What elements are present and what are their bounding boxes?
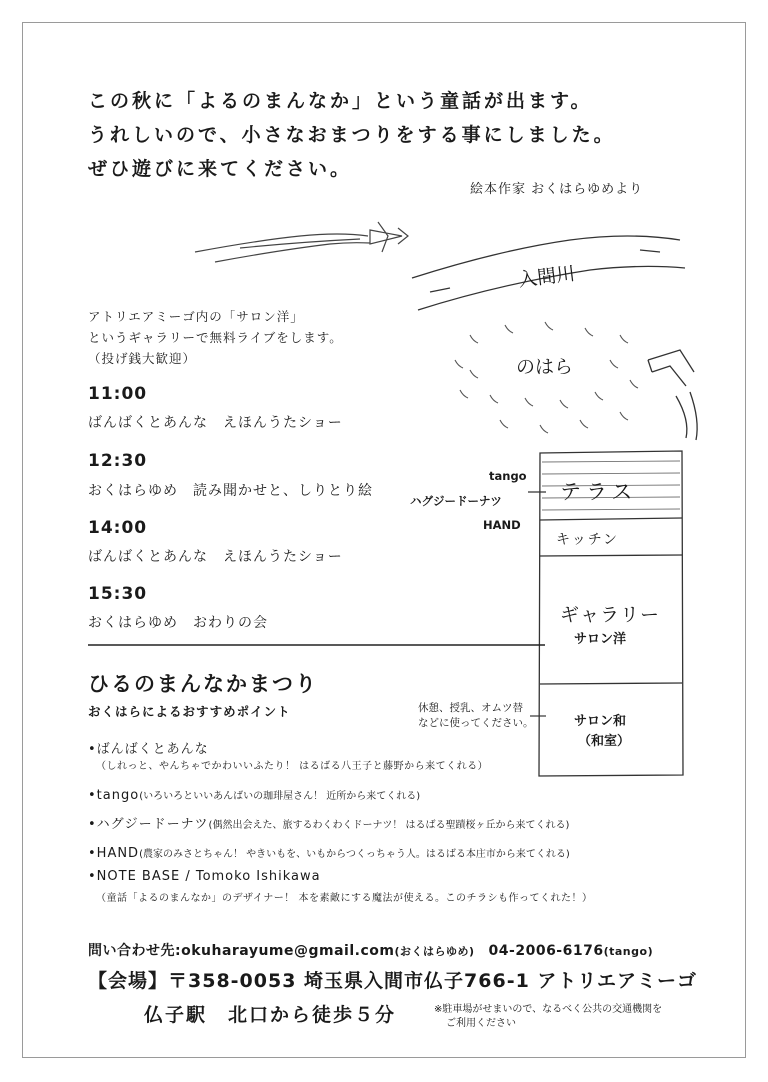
- recommend-item: [88, 842, 570, 861]
- recommend-item: [88, 784, 420, 803]
- schedule-act: おくはらゆめ おわりの会: [88, 615, 268, 631]
- gallery-label: ギャラリー: [560, 604, 661, 626]
- recommend-item-name: •ばんばくとあんな: [88, 742, 209, 757]
- salon-yo-label: サロン洋: [574, 632, 627, 647]
- river-label: 入間川: [517, 262, 577, 292]
- contact-phone-note: (tango): [603, 945, 654, 958]
- vendor-tango: tango: [489, 469, 527, 483]
- schedule-time: 12:30: [88, 451, 148, 471]
- recommend-item-desc: （しれっと、やんちゃでかわいいふたり！ はるばる八王子と藤野から来てくれる）: [96, 761, 489, 772]
- schedule-time: 15:30: [88, 584, 148, 604]
- salon-wa-note-2: などに使ってください。: [418, 717, 534, 729]
- recommend-item-desc: (偶然出会えた、旅するわくわくドーナツ！ はるばる聖蹟桜ヶ丘から来てくれる): [208, 820, 570, 831]
- airplane-illustration: [195, 222, 408, 262]
- venue-address: 【会場】〒358-0053 埼玉県入間市仏子766-1 アトリエアミーゴ: [88, 970, 698, 992]
- recommend-item-name: •HAND: [88, 846, 140, 861]
- live-info-line-3: （投げ銭大歓迎）: [88, 351, 197, 366]
- recommend-item-desc: （童話「よるのまんなか」のデザイナー！ 本を素敵にする魔法が使える。このチラシも作ってくれた！）: [96, 893, 593, 904]
- field-label: のはら: [516, 356, 574, 378]
- recommend-subtitle: おくはらによるおすすめポイント: [88, 704, 291, 719]
- contact-phone[interactable]: 04-2006-6176: [488, 943, 604, 959]
- recommend-item-name: •ハグジードーナツ: [88, 817, 209, 832]
- signature: 絵本作家 おくはらゆめより: [470, 182, 644, 197]
- recommend-item-name: •NOTE BASE / Tomoko Ishikawa: [88, 869, 321, 884]
- kitchen-label: キッチン: [556, 532, 620, 548]
- salon-wa-sub-label: （和室）: [578, 734, 631, 749]
- schedule-act: おくはらゆめ 読み聞かせと、しりとり絵: [88, 483, 373, 499]
- recommend-item-desc: (いろいろといいあんばいの珈琲屋さん！ 近所から来てくれる): [139, 791, 421, 802]
- parking-note-1: ※駐車場がせまいので、なるべく公共の交通機関を: [434, 1004, 663, 1015]
- salon-wa-note-1: 休憩、授乳、オムツ替: [418, 702, 523, 714]
- salon-wa-label: サロン和: [574, 714, 627, 729]
- recommend-item-name: •tango: [88, 788, 140, 803]
- vendor-hugsy-donuts: ハグジードーナツ: [410, 494, 502, 508]
- venue-access: 仏子駅 北口から徒歩５分: [144, 1004, 397, 1026]
- contact-name: (おくはらゆめ): [394, 945, 475, 958]
- parking-note-2: ご利用ください: [446, 1018, 516, 1029]
- schedule-act: ばんばくとあんな えほんうたショー: [88, 549, 343, 565]
- contact-email[interactable]: 問い合わせ先:okuharayume@gmail.com: [88, 943, 395, 959]
- schedule-time: 14:00: [88, 518, 148, 538]
- intro-line-1: この秋に「よるのまんなか」という童話が出ます。: [88, 90, 593, 112]
- schedule-time: 11:00: [88, 384, 148, 404]
- intro-line-2: うれしいので、小さなおまつりをする事にしました。: [88, 124, 616, 146]
- contact-info: [88, 940, 653, 960]
- path-illustration: [648, 350, 697, 440]
- live-info-line-2: というギャラリーで無料ライブをします。: [88, 330, 343, 345]
- intro-line-3: ぜひ遊びに来てください。: [88, 158, 353, 180]
- recommend-item: [88, 813, 569, 832]
- recommend-item-desc: (農家のみさとちゃん！ やきいもを、いもからつくっちゃう人。はるばる本庄市から来てくれる): [139, 849, 570, 860]
- festival-title: ひるのまんなかまつり: [88, 671, 318, 696]
- schedule-act: ばんばくとあんな えほんうたショー: [88, 415, 343, 431]
- live-info-line-1: アトリエアミーゴ内の「サロン洋」: [88, 309, 304, 324]
- terrace-label: テラス: [560, 480, 638, 504]
- vendor-hand: HAND: [483, 518, 521, 532]
